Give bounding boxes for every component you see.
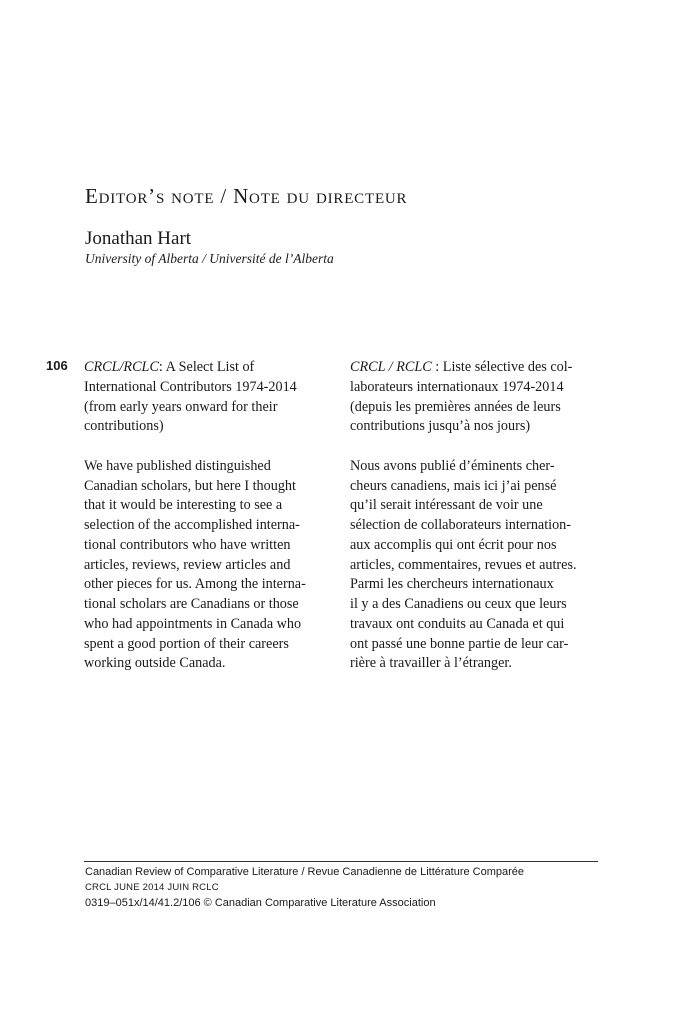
footer-divider: [84, 861, 598, 862]
paragraph-line: rière à travailler à l’étranger.: [350, 655, 512, 672]
paragraph-line: articles, reviews, review articles and: [84, 556, 291, 573]
heading-line: [350, 358, 600, 378]
paragraph-line: aux accomplis qui ont écrit pour nos: [350, 536, 557, 553]
french-paragraph: [350, 457, 600, 674]
footer-issue-line: CRCL JUNE 2014 JUIN RCLC: [85, 882, 219, 893]
paragraph-line: other pieces for us. Among the interna-: [84, 576, 306, 593]
paragraph-line: selection of the accomplished interna-: [84, 517, 300, 533]
paragraph-line: tional scholars are Canadians or those: [84, 596, 299, 612]
heading-line: International Contributors 1974-2014: [84, 378, 297, 395]
paragraph-line: that it would be interesting to see a: [84, 497, 283, 514]
heading-line: (from early years onward for their: [84, 398, 278, 415]
paragraph-line: cheurs canadiens, mais ici j’ai pensé: [350, 477, 557, 494]
paragraph-line: articles, commentaires, revues et autres.: [350, 556, 577, 573]
paragraph-line: We have published distinguished: [84, 457, 271, 474]
journal-abbreviation: CRCL/RCLC: [84, 359, 159, 375]
article-title: Editor’s note / Note du directeur: [85, 184, 408, 208]
paragraph-line: spent a good portion of their careers: [84, 635, 289, 652]
paragraph-line: il y a des Canadiens ou ceux que leurs: [350, 596, 567, 612]
heading-line: contributions jusqu’à nos jours): [350, 418, 531, 435]
paragraph-line: ont passé une bonne partie de leur car-: [350, 635, 569, 652]
author-name: Jonathan Hart: [85, 228, 192, 249]
paragraph-line: who had appointments in Canada who: [84, 615, 302, 632]
page-number: 106: [46, 358, 68, 373]
journal-abbreviation: CRCL / RCLC: [350, 359, 432, 375]
paragraph-line: tional contributors who have written: [84, 536, 291, 553]
english-column: [84, 358, 324, 674]
paragraph-line: Canadian scholars, but here I thought: [84, 477, 296, 494]
heading-line: contributions): [84, 418, 164, 435]
paragraph-line: travaux ont conduits au Canada et qui: [350, 615, 565, 632]
heading-text: : Liste sélective des col-: [431, 359, 573, 375]
paragraph-line: Parmi les chercheurs internationaux: [350, 576, 554, 593]
paragraph-line: sélection de collaborateurs internation-: [350, 517, 572, 533]
footer-issn-copyright: 0319–051x/14/41.2/106 © Canadian Comparative Literature Association: [85, 897, 436, 909]
french-heading: [350, 358, 600, 437]
french-column: [350, 358, 600, 674]
heading-text: : A Select List of: [158, 359, 255, 375]
paragraph-line: Nous avons publié d’éminents cher-: [350, 457, 555, 474]
paragraph-line: working outside Canada.: [84, 655, 226, 672]
heading-line: [84, 358, 324, 378]
heading-line: laborateurs internationaux 1974-2014: [350, 378, 564, 395]
author-affiliation: University of Alberta / Université de l’Alberta: [85, 251, 334, 266]
paragraph-line: qu’il serait intéressant de voir une: [350, 497, 543, 514]
english-paragraph: [84, 457, 324, 674]
heading-line: (depuis les premières années de leurs: [350, 398, 561, 415]
footer-journal-name: Canadian Review of Comparative Literature / Revue Canadienne de Littérature Comparée: [85, 866, 525, 878]
english-heading: [84, 358, 324, 437]
